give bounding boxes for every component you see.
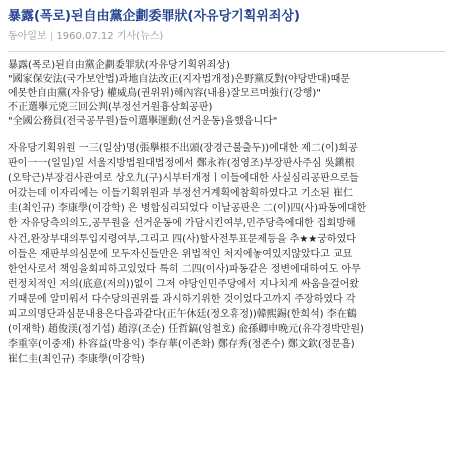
headline-block: [8, 59, 445, 129]
divider: [8, 51, 445, 52]
headline-line-2a: "國家保安法(국가보안법)과地自法改正(지자법개정)은野黨反對(야당반대)때문: [8, 74, 350, 85]
spacer: [8, 129, 445, 141]
headline-line-5: "全國公務員(전국공무원)들이選擧運動(선거운동)을했읍니다": [8, 116, 278, 127]
article-body: [8, 141, 445, 367]
body-line: (이재학) 趙俊渼(정기섭) 趙淳(조순) 任哲鎬(임철호) 兪孫卿申晚元(유각경박만원): [8, 324, 364, 336]
body-line: 자유당기획위원 一三(일삼)명(張擧根不出頭(장경근불출두))에대한 제二(이)회공: [8, 143, 358, 154]
body-line: 한 자유당측의의도,공무원을 선거운동에 가담시킨여부,민주당측에대한 집회방해: [8, 218, 356, 230]
headline-line-1: 暴露(폭로)된自由黨企劃委罪狀(자유당기획위죄상): [8, 60, 230, 71]
body-line: 사건,완장부대의투입지령여부,그리고 四(사)할사전투표문제등을 추★★궁하였다: [8, 233, 356, 245]
body-line: 판이一一(일일)일 서울지방법원대법정에서 鄭永祚(정영조)부장판사주심 吳鎭根: [8, 158, 355, 170]
article-meta: [8, 30, 445, 43]
body-line: 이들은 재판부의심문에 모두자신들만은 위법적인 처지에놓여있지않았다고 교묘: [8, 248, 353, 260]
article-title[interactable]: 暴露(폭로)된自由黨企劃委罪狀(자유당기획위죄상): [8, 9, 300, 24]
headline-line-3: 에못한自由黨(자유당) 權威鳥(권위위)해內容(내용)잘모르며強行(강행)": [8, 88, 321, 99]
body-line: 한언사로서 책임을회피하고있었다 특히 二四(이사)파동같은 정변에대하여도 아무: [8, 263, 361, 275]
body-line: 어갔는데 이자리에는 이들기획위원과 부정선거계획에참획하였다고 기소된 崔仁: [8, 188, 354, 200]
body-line: 圭(최인규) 李康學(이강학) 은 병합심리되었다 이날공판은 二(이)四(사)파동에대한: [8, 203, 367, 215]
publish-date: 1960.07.12: [56, 31, 114, 42]
body-line: 피고의명단과심문내용은다음과같다(正午休廷(정오휴정))韓熙錫(한희석) 李在鶴: [8, 309, 357, 321]
body-line: (오탁근)부장검사관여로 상오九(구)시부터개정ㅣ이들에대한 사실심리공판으로들: [8, 173, 359, 185]
headline-line-2: [8, 73, 445, 87]
body-line: 李重宰(이중재) 朴容益(박용익) 李存華(이존화) 鄭存秀(정존수) 鄭文欽(정문흠): [8, 339, 355, 351]
body-line: 崔仁圭(최인규) 李康學(이강학): [8, 354, 145, 366]
source-name[interactable]: 동아일보: [8, 31, 47, 42]
meta-separator: |: [49, 31, 54, 42]
category-label: 기사(뉴스): [116, 31, 164, 42]
body-line: 기때문에 알미워서 다수당의권위를 과시하기위한 것이었다고까지 주장하였다 각: [8, 293, 356, 305]
body-line: 런정치적인 저의(底意(저의))없이 그저 야당인민주당에서 지나치게 싸움을걸어왔: [8, 278, 359, 290]
headline-line-4: 不正選擧元兇三回公判(부정선거원흉삼회공판): [8, 102, 213, 113]
